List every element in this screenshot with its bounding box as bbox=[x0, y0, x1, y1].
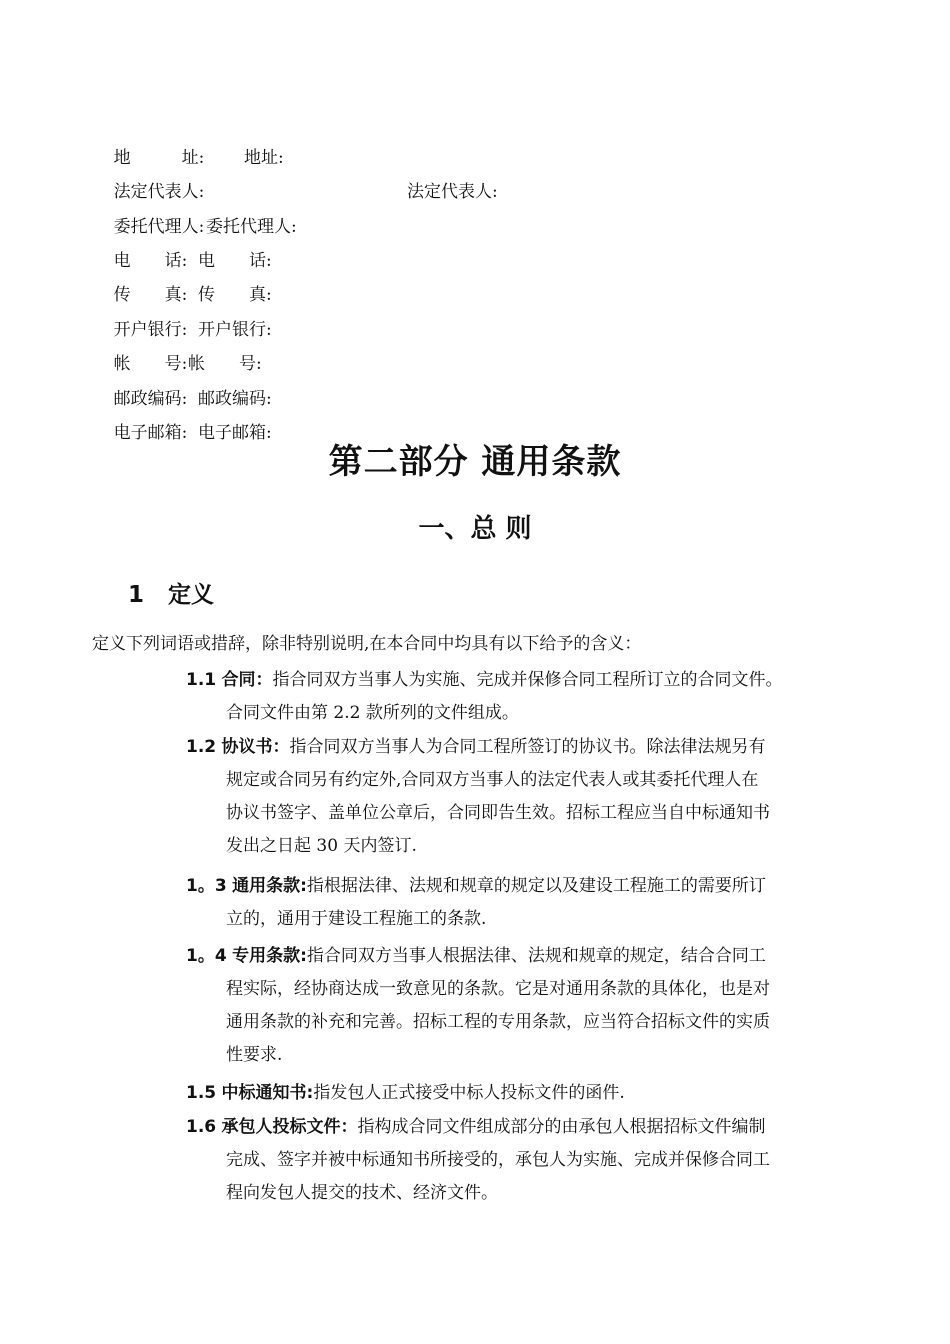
clause-text-line: 指构成合同文件组成部分的由承包人根据招标文件编制 bbox=[357, 1117, 766, 1137]
field-label-left: 开户银行: bbox=[113, 320, 188, 340]
clause-text-line: 程向发包人提交的技术、经济文件。 bbox=[226, 1183, 498, 1203]
clause-text-line: 指合同双方当事人为合同工程所签订的协议书。除法律法规另有 bbox=[289, 737, 766, 757]
clause-first-line bbox=[186, 940, 850, 973]
field-label-left: 帐 号: bbox=[113, 354, 188, 374]
clause-term: 承包人投标文件： bbox=[221, 1117, 358, 1137]
field-label-right: 开户银行: bbox=[198, 320, 272, 340]
field-label-left: 电 话: bbox=[113, 251, 188, 271]
clause-term: 合同： bbox=[221, 670, 273, 690]
clause-number: 1.2 bbox=[186, 737, 217, 757]
part-title: 第二部分 通用条款 bbox=[328, 442, 622, 482]
clause-1-2 bbox=[186, 731, 850, 863]
field-label-right: 电子邮箱: bbox=[198, 423, 272, 443]
field-label-left: 法定代表人: bbox=[113, 182, 205, 202]
clause-text-line: 指合同双方当事人为实施、完成并保修合同工程所订立的合同文件。 bbox=[272, 670, 783, 690]
field-label-right: 法定代表人: bbox=[407, 182, 498, 202]
clause-text-line: 合同文件由第 2.2 款所列的文件组成。 bbox=[226, 703, 519, 723]
clause-number: 1.5 bbox=[186, 1083, 217, 1103]
field-label-right: 电 话: bbox=[198, 251, 272, 271]
clause-text-line: 协议书签字、盖单位公章后，合同即告生效。招标工程应当自中标通知书 bbox=[226, 803, 770, 823]
section-title-text: 定义 bbox=[168, 582, 214, 608]
field-label-left: 传 真: bbox=[113, 285, 188, 305]
clause-text-line: 性要求. bbox=[226, 1045, 283, 1065]
intro-paragraph: 定义下列词语或措辞，除非特别说明,在本合同中均具有以下给予的含义： bbox=[92, 634, 642, 654]
clause-number: 1。4 bbox=[186, 946, 227, 966]
clause-text-line: 立的，通用于建设工程施工的条款. bbox=[226, 909, 487, 929]
clause-first-line bbox=[186, 1111, 850, 1144]
section-number: 1 bbox=[128, 582, 145, 608]
clause-number: 1.1 bbox=[186, 670, 217, 690]
field-label-left: 电子邮箱: bbox=[113, 423, 188, 443]
clause-text-line: 规定或合同另有约定外,合同双方当事人的法定代表人或其委托代理人在 bbox=[226, 770, 759, 790]
clause-first-line bbox=[186, 664, 850, 697]
clause-1-4 bbox=[186, 940, 850, 1072]
clause-term: 协议书： bbox=[221, 737, 290, 757]
clause-text-line: 通用条款的补充和完善。招标工程的专用条款，应当符合招标文件的实质 bbox=[226, 1012, 770, 1032]
section-heading bbox=[128, 580, 214, 610]
field-label-left: 地 址: bbox=[113, 148, 205, 168]
clause-number: 1.6 bbox=[186, 1117, 217, 1137]
clause-1-6 bbox=[186, 1111, 850, 1210]
field-label-right: 传 真: bbox=[198, 285, 272, 305]
clause-term: 通用条款: bbox=[232, 876, 307, 896]
clause-text-line: 完成、签字并被中标通知书所接受的，承包人为实施、完成并保修合同工 bbox=[226, 1150, 770, 1170]
field-label-right: 邮政编码: bbox=[198, 389, 272, 409]
clause-text-line: 程实际，经协商达成一致意见的条款。它是对通用条款的具体化，也是对 bbox=[226, 979, 770, 999]
field-label-right: 委托代理人: bbox=[206, 217, 297, 237]
clause-1-5 bbox=[186, 1077, 850, 1110]
field-label-right: 帐 号: bbox=[188, 354, 262, 374]
clause-1-3 bbox=[186, 870, 850, 936]
clause-text-line: 指根据法律、法规和规章的规定以及建设工程施工的需要所订 bbox=[306, 876, 766, 896]
clause-text-line: 指发包人正式接受中标人投标文件的函件. bbox=[313, 1083, 625, 1103]
clause-first-line bbox=[186, 870, 850, 903]
field-label-left: 委托代理人: bbox=[113, 217, 205, 237]
clause-term: 专用条款: bbox=[232, 946, 307, 966]
clause-1-1 bbox=[186, 664, 850, 730]
chapter-title: 一、总 则 bbox=[418, 514, 532, 544]
clause-term: 中标通知书: bbox=[221, 1083, 314, 1103]
clause-text-line: 指合同双方当事人根据法律、法规和规章的规定，结合合同工 bbox=[306, 946, 766, 966]
clause-first-line bbox=[186, 1077, 850, 1110]
clause-number: 1。3 bbox=[186, 876, 227, 896]
field-label-right: 地址: bbox=[244, 148, 284, 168]
field-label-left: 邮政编码: bbox=[113, 389, 188, 409]
clause-first-line bbox=[186, 731, 850, 764]
clause-text-line: 发出之日起 30 天内签订. bbox=[226, 836, 417, 856]
